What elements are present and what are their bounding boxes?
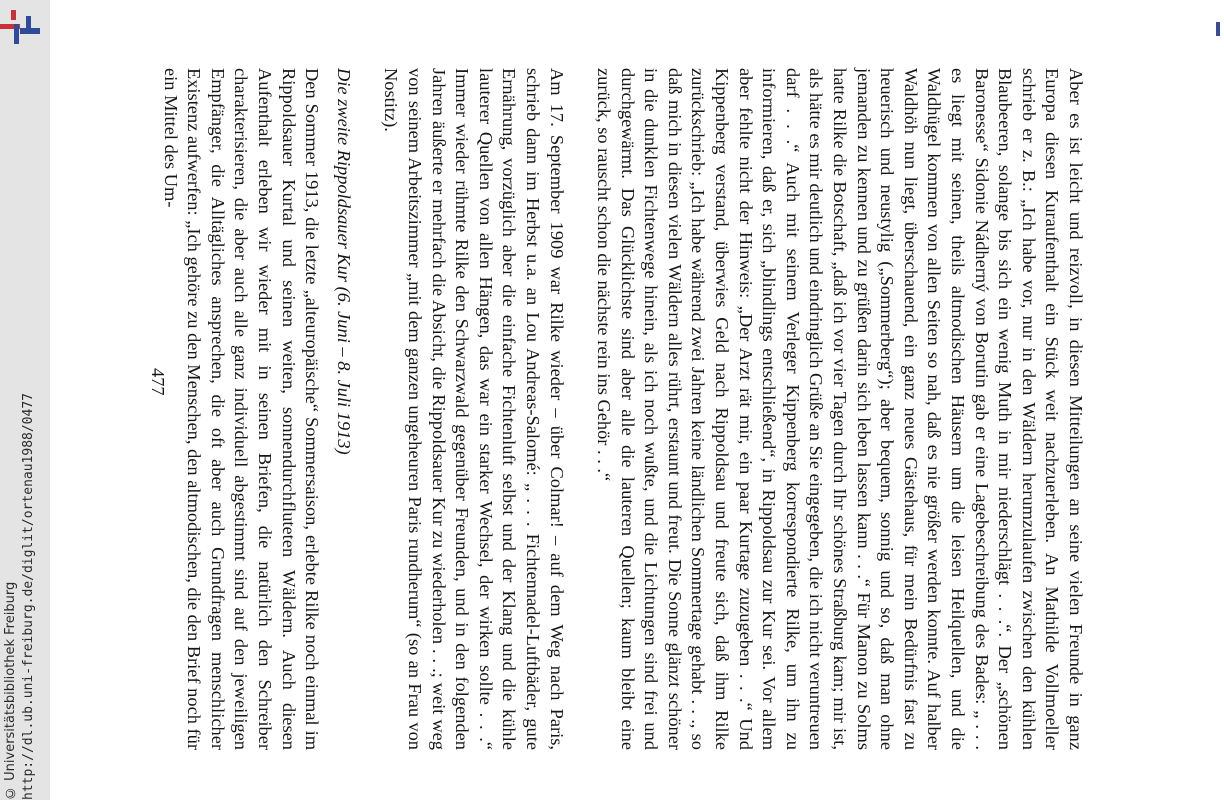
watermark-copyright: © Universitätsbibliothek Freiburg [3,581,18,800]
scanned-page [127,20,1127,780]
watermark [3,0,47,800]
paragraph-2: Am 17. September 1909 war Rilke wieder – über Colmar! – auf dem Weg nach Paris, schrieb dann im Herbst u.a. an Lou Andreas-Salomé: „ . . . Fichtennadel-Luftbäder, gute Ernährung, vorzüglich aber die einfache Fichtenluft selbst und der Klang und die kühle lauterer Quellen von allen Hängen, das war ein starker Wechsel, der wirken sollte . . .“ Immer wieder rühmte Rilke den Schwarzwald gegenüber Freunden, und in den folgenden Jahren äußerte er mehrfach die Absicht, die Rippoldsauer Kur zu wiederholen . . .; weit weg von seinem Arbeitszimmer „mit dem ganzen ungeheuren Paris rundherum“ (so an Frau von Nostitz). [381,68,567,750]
paragraph-1: Aber es ist leicht und reizvoll, in diesen Mitteilungen an seine vielen Freunde in ganz Europa diesen Kuraufenthalt ein Stück weit nachzuerleben. An Mathilde Vollmoeller schrieb er z. B.: „Ich habe vor, nur in den Wäldern herumzulaufen zwischen den kühlen Blaubeeren, solange bis sich ein wenig Muth in mir niederschlägt . . .“. Der „schönen Baronesse“ Sidonie Nádherný von Borutin gab er eine Lagebeschreibung des Bades: „ . . . es liegt mit seinen, theils altmodischen Häusern um die leisen Heilquellen, und die Waldhügel kommen von allen Seiten so nah, daß es nie größer werden konnte. Auf halber Waldhöh nun liegt, überschauend, ein ganz neues Gästehaus, für mein Bedürfnis fast zu heuerisch und neustylig („Sommerberg“); aber bequem, sonnig und so, daß man ohne jemanden zu kennen und zu grüßen darin sich leben lassen kann . . .“ Für Manon zu Solms hatte Rilke die Botschaft, „daß ich vor vier Tagen durch Ihr schönes Straßburg kam; mir ist, als hätte es mir deutlich und eindringlich Grüße an Sie eingegeben, die ich nicht veruntreuen darf . . .“ Auch mit seinem Verleger Kippenberg korrespondierte Rilke, um ihn zu informieren, daß er, sich „blindlings entschließend“, in Rippoldsau zur Kur sei. Vor allem aber fehlte nicht der Hinweis: „Der Arzt rät mir, ein paar Kurtage zuzugeben . . .“ Und Kippenberg verstand, überwies Geld nach Rippoldsau und freute sich, daß ihm Rilke zurückschrieb: „Ich habe während zwei Jahren keine ländlichen Sommertage gehabt . . ., so daß mich in diesen vielen Wäldern alles rührt, erstaunt und freut. Die Sonne glänzt schöner in die dunklen Fichtenwege hinein, als ich noch wußte, und die Lichtungen sind frei und durchgewärmt. Das Glücklichste sind aber alle die lauteren Quellen; kaum bleibt eine zurück, so rauscht schon die nächste rein ins Gehör . . .“ [594,68,1086,750]
watermark-url[interactable]: http://dl.ub.uni-freiburg.de/diglit/ortenau1988/0477 [21,393,36,800]
paragraph-3: Den Sommer 1913, die letzte „alteuropäische“ Sommersaison, erlebte Rilke noch einmal im Rippoldsauer Kurtal und seinen weiten, sonnendurchfluteten Wäldern. Auch diesen Aufenthalt erleben wir wieder mit in seinen Briefen, die natürlich den Schreiber charakterisieren, die aber auch alle ganz individuell abgestimmt sind auf den jeweiligen Empfänger, die Alltägliches ansprechen, die oft aber auch Grundfragen menschlicher Existenz aufwerfen: „Ich gehöre zu den Menschen, den altmodischen, die den Brief noch für ein Mittel des Um- [160,68,323,750]
margin-strip [0,0,50,800]
page-number: 477 [148,368,168,396]
corner-marker [1216,22,1220,36]
section-heading: Die zweite Rippoldsauer Kur (6. Juni – 8. Juli 1913) [333,68,354,455]
